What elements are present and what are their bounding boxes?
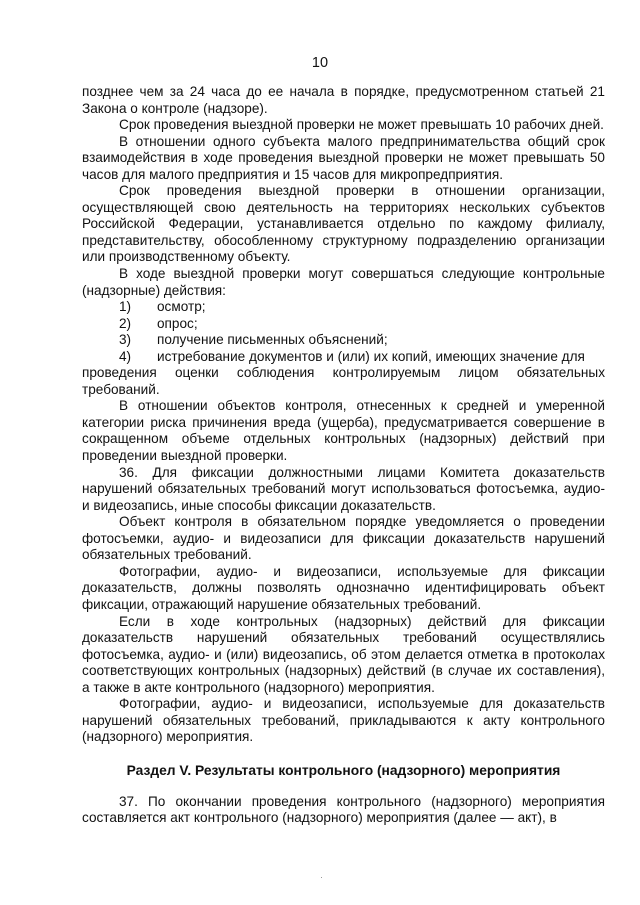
- paragraph: 36. Для фиксации должностными лицами Комитета доказательств нарушений обязательных требований могут использоваться фотосъемка, аудио- и видеозапись, иные способы фиксации доказательств.: [82, 464, 605, 513]
- list-item: [82, 299, 605, 316]
- list-item-number: 3): [119, 332, 132, 348]
- paragraph: В ходе выездной проверки могут совершаться следующие контрольные (надзорные) действия:: [82, 266, 605, 298]
- list-item-text: опрос;: [157, 315, 198, 331]
- paragraph: Если в ходе контрольных (надзорных) действий для фиксации доказательств нарушений обязательных требований осуществлялись фотосъемка, аудио- и (или) видеозапись, об этом делается отметка в протоколах соответствующих контрольных (надзорных) действий (в случае их составления), а также в акте контрольного (надзорного) мероприятия.: [82, 613, 605, 695]
- paragraph: Срок проведения выездной проверки не может превышать 10 рабочих дней.: [119, 117, 604, 133]
- paragraph: Фотографии, аудио- и видеозаписи, используемые для фиксации доказательств, должны позволять однозначно идентифицировать объект фиксации, отражающий нарушение обязательных требований.: [82, 563, 605, 612]
- list-item: [82, 349, 605, 399]
- document-body: [82, 84, 605, 827]
- list-item-text: истребование документов и (или) их копий, имеющих значение для: [157, 348, 585, 364]
- list-item-text: осмотр;: [157, 299, 206, 315]
- paragraph: В отношении объектов контроля, отнесенных к средней и умеренной категории риска причинения вреда (ущерба), предусматривается совершение в сокращенном объеме отдельных контрольных (надзорных) действий при проведении выездной проверки.: [82, 398, 605, 464]
- scan-speck: [321, 877, 322, 878]
- list-item: [82, 332, 605, 349]
- list-item-text: получение письменных объяснений;: [157, 332, 388, 348]
- section-heading: Раздел V. Результаты контрольного (надзорного) мероприятия: [126, 762, 561, 778]
- paragraph: позднее чем за 24 часа до ее начала в порядке, предусмотренном статьей 21 Закона о контроле (надзоре).: [82, 84, 605, 116]
- paragraph: Фотографии, аудио- и видеозаписи, используемые для доказательств нарушений обязательных требований, прикладываются к акту контрольного (надзорного) мероприятия.: [82, 696, 605, 745]
- page-number: 10: [311, 55, 329, 71]
- list-item-number: 4): [119, 348, 132, 364]
- paragraph: 37. По окончании проведения контрольного (надзорного) мероприятия составляется акт контрольного (надзорного) мероприятия (далее — акт), в: [82, 793, 605, 826]
- list-item-continuation: проведения оценки соблюдения контролируемым лицом обязательных требований.: [82, 365, 605, 397]
- list-item-number: 1): [119, 299, 132, 315]
- list-item-number: 2): [119, 315, 132, 331]
- paragraph: Объект контроля в обязательном порядке уведомляется о проведении фотосъемки, аудио- и видеозаписи для фиксации доказательств нарушений обязательных требований.: [82, 514, 605, 563]
- list-item: [82, 316, 605, 333]
- paragraph: В отношении одного субъекта малого предпринимательства общий срок взаимодействия в ходе проведения выездной проверки не может превышать 50 часов для малого предприятия и 15 часов для микропредприятия.: [82, 133, 605, 182]
- paragraph: Срок проведения выездной проверки в отношении организации, осуществляющей свою деятельность на территориях нескольких субъектов Российской Федерации, устанавливается отдельно по каждому филиалу, представительству, обособленному структурному подразделению организации или производственному объекту.: [82, 183, 605, 265]
